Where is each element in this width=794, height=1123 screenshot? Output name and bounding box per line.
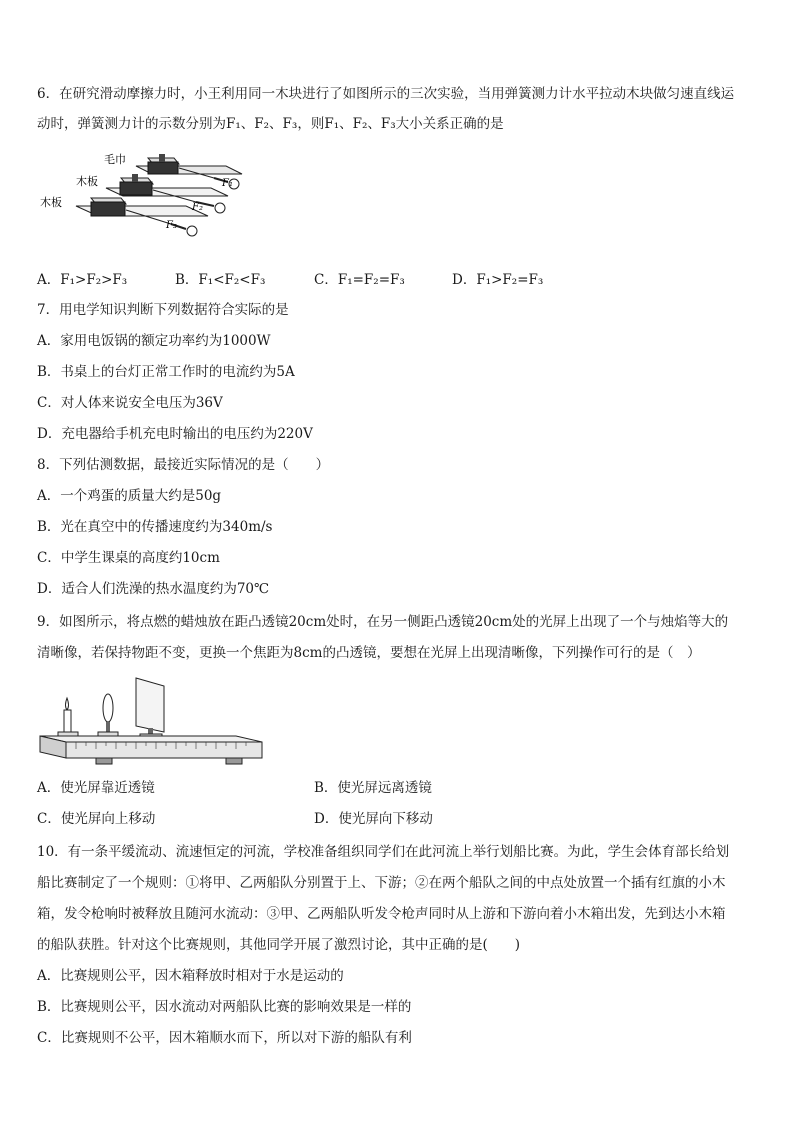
q6-stem-line2: 动时，弹簧测力计的示数分别为F₁、F₂、F₃，则F₁、F₂、F₃大小关系正确的是 — [37, 116, 504, 132]
q9-option-a[interactable]: A．使光屏靠近透镜 — [37, 780, 155, 796]
candle-flame — [66, 698, 69, 710]
q10-stem-line1: 10．有一条平缓流动、流速恒定的河流，学校准备组织同学们在此河流上举行划船比赛。为此，学生会体育部长给划 — [37, 844, 730, 860]
q7-option-d[interactable]: D．充电器给手机充电时输出的电压约为220V — [37, 426, 313, 442]
q10-option-c[interactable]: C．比赛规则不公平，因木箱顺水而下，所以对下游的船队有利 — [37, 1030, 412, 1046]
q6-friction-figure — [36, 148, 256, 240]
q10-option-b[interactable]: B．比赛规则公平，因水流动对两船队比赛的影响效果是一样的 — [37, 999, 412, 1015]
label-towel: 毛巾 — [104, 153, 126, 166]
q6-option-d[interactable]: D．F₁>F₂=F₃ — [452, 272, 544, 288]
q9-stem-line2: 清晰像，若保持物距不变，更换一个焦距为8cm的凸透镜，要想在光屏上出现清晰像，下列操作可行的是（ ） — [37, 645, 701, 661]
q9-option-c[interactable]: C．使光屏向上移动 — [37, 811, 156, 827]
q6-option-c[interactable]: C．F₁=F₂=F₃ — [314, 272, 405, 288]
light-screen — [136, 678, 164, 732]
q7-option-a[interactable]: A．家用电饭锅的额定功率约为1000W — [37, 333, 271, 349]
convex-lens — [103, 694, 113, 722]
q9-stem-line1: 9．如图所示，将点燃的蜡烛放在距凸透镜20cm处时，在另一侧距凸透镜20cm处的光屏上出现了一个与烛焰等大的 — [37, 614, 729, 630]
label-f1: F₁ — [222, 178, 233, 189]
q10-stem-line3: 箱，发令枪响时被释放且随河水流动：③甲、乙两船队听发令枪声同时从上游和下游向着小木箱出发，先到达小木箱 — [37, 906, 726, 922]
board-bottom — [76, 198, 208, 236]
optical-bench — [40, 736, 262, 742]
label-f2: F₂ — [192, 202, 203, 213]
q10-stem-line2: 船比赛制定了一个规则：①将甲、乙两船队分别置于上、下游；②在两个船队之间的中点处放置一个插有红旗的小木 — [37, 875, 726, 891]
q6-stem-line1: 6．在研究滑动摩擦力时，小王利用同一木块进行了如图所示的三次实验，当用弹簧测力计水平拉动木块做匀速直线运 — [37, 86, 735, 102]
q7-option-b[interactable]: B．书桌上的台灯正常工作时的电流约为5A — [37, 364, 295, 380]
q10-stem-line4: 的船队获胜。针对这个比赛规则，其他同学开展了激烈讨论，其中正确的是( ) — [37, 937, 521, 953]
q8-option-a[interactable]: A．一个鸡蛋的质量大约是50g — [37, 488, 222, 504]
q6-option-a[interactable]: A．F₁>F₂>F₃ — [37, 272, 128, 288]
label-board-1: 木板 — [76, 175, 98, 188]
q9-option-d[interactable]: D．使光屏向下移动 — [314, 811, 433, 827]
q9-optical-bench-figure — [36, 676, 268, 770]
q7-option-c[interactable]: C．对人体来说安全电压为36V — [37, 395, 223, 411]
q8-stem: 8．下列估测数据，最接近实际情况的是（ ） — [37, 457, 330, 473]
label-board-2: 木板 — [40, 196, 62, 209]
q7-stem: 7．用电学知识判断下列数据符合实际的是 — [37, 302, 289, 318]
q10-option-a[interactable]: A．比赛规则公平，因木箱释放时相对于水是运动的 — [37, 968, 344, 984]
q8-option-c[interactable]: C．中学生课桌的高度约10cm — [37, 550, 220, 566]
q9-option-b[interactable]: B．使光屏远离透镜 — [314, 780, 432, 796]
label-f3: F₃ — [166, 220, 177, 231]
q8-option-d[interactable]: D．适合人们洗澡的热水温度约为70℃ — [37, 581, 270, 597]
candle — [64, 710, 71, 732]
q6-option-b[interactable]: B．F₁<F₂<F₃ — [175, 272, 266, 288]
q8-option-b[interactable]: B．光在真空中的传播速度约为340m/s — [37, 519, 273, 535]
